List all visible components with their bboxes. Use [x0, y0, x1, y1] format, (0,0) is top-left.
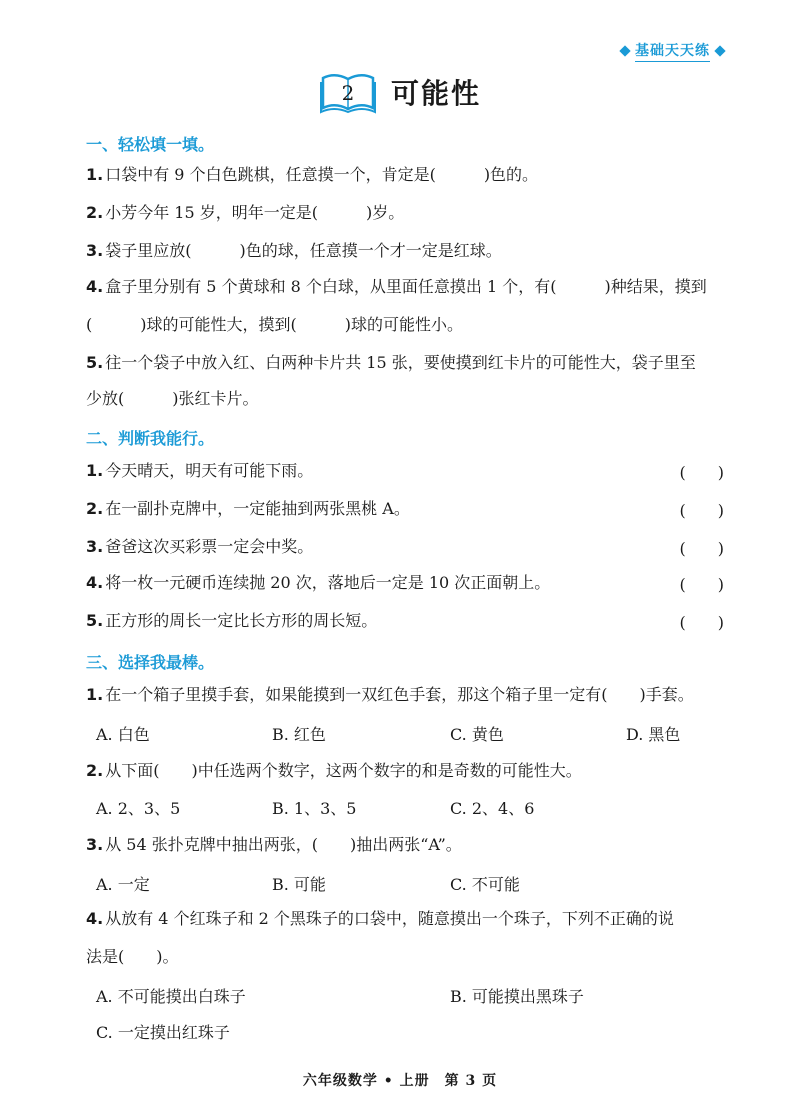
choice-1-option-d[interactable]: D. 黑色 — [626, 725, 681, 744]
judge-item-2: 2. 在一副扑克牌中，一定能抽到两张黑桃 A。 — [86, 499, 410, 518]
judge-answer-bracket-5[interactable]: ( ) — [679, 613, 724, 632]
choice-4-option-c[interactable]: C. 一定摸出红珠子 — [96, 1023, 230, 1042]
choice-question-2: 2. 从下面( )中任选两个数字，这两个数字的和是奇数的可能性大。 — [86, 761, 582, 780]
judge-item-5: 5. 正方形的周长一定比长方形的周长短。 — [86, 611, 378, 630]
judge-answer-bracket-4[interactable]: ( ) — [679, 575, 724, 594]
judge-item-4: 4. 将一枚一元硬币连续抛 20 次，落地后一定是 10 次正面朝上。 — [86, 573, 551, 592]
choice-3-option-b[interactable]: B. 可能 — [272, 875, 326, 894]
page-footer: 六年级数学 • 上册 第 3 页 — [302, 1073, 498, 1089]
fill-item-5: 5. 往一个袋子中放入红、白两种卡片共 15 张，要使摸到红卡片的可能性大，袋子里至 — [86, 353, 696, 372]
fill-item-2: 2. 小芳今年 15 岁，明年一定是( )岁。 — [86, 203, 405, 222]
choice-2-option-b[interactable]: B. 1、3、5 — [272, 799, 357, 818]
choice-2-option-c[interactable]: C. 2、4、6 — [450, 799, 535, 818]
choice-1-option-c[interactable]: C. 黄色 — [450, 725, 504, 744]
fill-item-1: 1. 口袋中有 9 个白色跳棋，任意摸一个，肯定是( )色的。 — [86, 165, 539, 184]
judge-item-1: 1. 今天晴天，明天有可能下雨。 — [86, 461, 314, 480]
fill-item-4-cont: ( )球的可能性大，摸到( )球的可能性小。 — [86, 315, 463, 334]
choice-1-option-b[interactable]: B. 红色 — [272, 725, 326, 744]
page-title: 可能性 — [390, 77, 481, 110]
section-heading-3: 三、选择我最棒。 — [86, 653, 215, 672]
fill-item-4: 4. 盒子里分别有 5 个黄球和 8 个白球，从里面任意摸出 1 个，有( )种结果，摸到 — [86, 277, 707, 296]
choice-1-option-a[interactable]: A. 白色 — [96, 725, 150, 744]
lesson-number: 2 — [341, 81, 355, 105]
book-icon — [319, 70, 377, 114]
diamond-left-icon — [619, 45, 630, 56]
choice-question-4-cont: 法是( )。 — [86, 947, 179, 966]
judge-answer-bracket-3[interactable]: ( ) — [679, 539, 724, 558]
choice-4-option-a[interactable]: A. 不可能摸出白珠子 — [96, 987, 246, 1006]
header-badge — [617, 40, 728, 62]
choice-3-option-a[interactable]: A. 一定 — [96, 875, 150, 894]
choice-2-option-a[interactable]: A. 2、3、5 — [96, 799, 181, 818]
judge-answer-bracket-2[interactable]: ( ) — [679, 501, 724, 520]
diamond-right-icon — [714, 45, 725, 56]
fill-item-3: 3. 袋子里应放( )色的球，任意摸一个才一定是红球。 — [86, 241, 502, 260]
fill-item-5-cont: 少放( )张红卡片。 — [86, 389, 259, 408]
section-heading-2: 二、判断我能行。 — [86, 429, 215, 448]
judge-answer-bracket-1[interactable]: ( ) — [679, 463, 724, 482]
badge-text: 基础天天练 — [635, 40, 710, 62]
choice-4-option-b[interactable]: B. 可能摸出黑珠子 — [450, 987, 584, 1006]
page-title-row — [0, 70, 800, 114]
choice-question-3: 3. 从 54 张扑克牌中抽出两张，( )抽出两张“A”。 — [86, 835, 462, 854]
choice-3-option-c[interactable]: C. 不可能 — [450, 875, 520, 894]
section-heading-1: 一、轻松填一填。 — [86, 135, 215, 154]
choice-question-1: 1. 在一个箱子里摸手套，如果能摸到一双红色手套，那这个箱子里一定有( )手套。 — [86, 685, 694, 704]
judge-item-3: 3. 爸爸这次买彩票一定会中奖。 — [86, 537, 314, 556]
choice-question-4: 4. 从放有 4 个红珠子和 2 个黑珠子的口袋中，随意摸出一个珠子，下列不正确的说 — [86, 909, 674, 928]
